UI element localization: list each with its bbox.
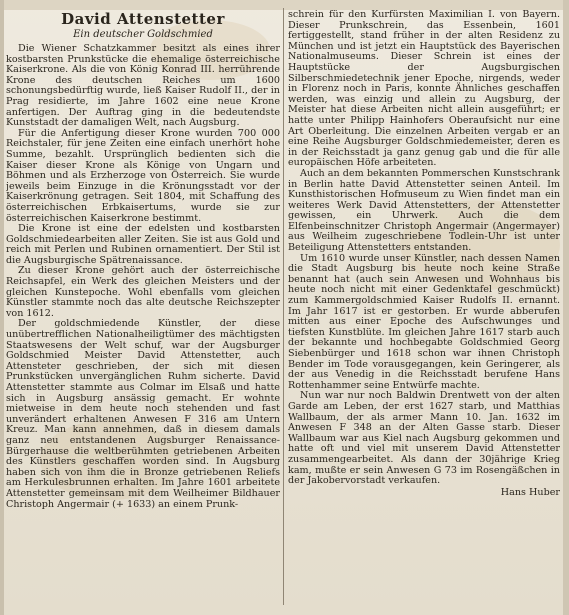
paper-edge-left bbox=[0, 0, 4, 615]
column-divider bbox=[283, 8, 284, 605]
article-paragraph: schrein für den Kurfürsten Maximilian I. von Bayern. Dieser Prunkschrein, das Essenbein, 1601 fertiggestellt, stand früher in der alten Residenz zu München und ist jetzt ein Hauptstück des Bayerischen Nationalmuseums. Dieser Schrein ist eines der Hauptstücke der Augsburgischen Silberschmiedetechnik jener Epoche, nirgends, weder in Florenz noch in Paris, konnte Ähnliches geschaffen werden, was einzig und allein zu Augsburg, der Meister hat diese Arbeiten nicht allein ausgeführt; er hatte unter Philipp Hainhofers Oberaufsicht nur eine Art Oberleitung. Die einzelnen Arbeiten vergab er an eine Reihe Augsburger Goldschmiedemeister, deren es in der Reichsstadt ja ganz genug gab und die für alle europäischen Höfe arbeiteten. bbox=[288, 10, 560, 169]
article-column-left bbox=[6, 10, 280, 607]
paper-edge-right bbox=[563, 0, 569, 615]
article-paragraph: Der goldschmiedende Künstler, der diese unübertrefflichen Nationalheiligtümer des mächtigsten Staatswesens der Welt schuf, war der Augsburger Goldschmied Meister David Attenstetter, auch Attensteter geschrieben, der sich mit diesen Prunkstücken unvergänglichen Ruhm sicherte. David Attenstetter stammte aus Colmar im Elsaß und hatte sich in Augsburg ansässig gemacht. Er wohnte mietweise in dem heute noch stehenden und fast unverändert erhaltenen Anwesen F 316 am Untern Kreuz. Man kann annehmen, daß in diesem damals ganz neu entstandenen Augsburger Renaissance-Bürgerhause die weltberühmten getriebenen Arbeiten des Künstlers geschaffen worden sind. In Augsburg haben sich von ihm die in Bronze getriebenen Reliefs am Herkulesbrunnen erhalten. Im Jahre 1601 arbeitete Attenstetter gemeinsam mit dem Weilheimer Bildhauer Christoph Angermair (+ 1633) an einem Prunk- bbox=[6, 318, 280, 510]
article-column-right bbox=[288, 10, 560, 607]
article-paragraph: Für die Anfertigung dieser Krone wurden 700 000 Reichstaler, für jene Zeiten eine einfach unerhört hohe Summe, bezahlt. Ursprünglich bedienten sich die Kaiser dieser Krone als Könige von Ungarn und Böhmen und als Erzherzoge von Österreich. Sie wurde jeweils beim Einzuge in die Krönungsstadt vor der Kaiserkrönung getragen. Seit 1804, mit Schaffung des österreichischen Erbkaisertums, wurde sie zur österreichischen Kaiserkrone bestimmt. bbox=[6, 127, 280, 224]
article-author: Hans Huber bbox=[500, 486, 560, 498]
article-paragraph: Die Wiener Schatzkammer besitzt als eines ihrer kostbarsten Prunkstücke die ehemalige österreichische Kaiserkrone. Als die von König Konrad III. herrührende Krone des deutschen Reiches um 1600 schonungsbedürftig wurde, ließ Kaiser Rudolf II., der in Prag residierte, im Jahre 1602 eine neue Krone anfertigen. Der Auftrag ging in die bedeutendste Kunststadt der damaligen Welt, nach Augsburg. bbox=[6, 43, 280, 129]
article-subtitle: Ein deutscher Goldschmied bbox=[73, 29, 213, 40]
article-paragraph: Um 1610 wurde unser Künstler, nach dessen Namen die Stadt Augsburg bis heute noch keine Straße benannt hat (auch sein Anwesen und Wohnhaus bis heute noch nicht mit einer Gedenktafel geschmückt) zum Kammergoldschmied Kaiser Rudolfs II. ernannt. Im Jahr 1617 ist er gestorben. Er wurde abberufen mitten aus einer Epoche des Aufschwunges und tiefsten Kunstblüte. Im gleichen Jahre 1617 starb auch der bekannte und hochbegabte Goldschmied Georg Siebenbürger und 1618 schon war ihnen Christoph Bender im Tode vorausgegangen, kein Geringerer, als der aus Venedig in die Reichsstadt berufene Hans Rottenhammer seine Entwürfe machte. bbox=[288, 252, 560, 391]
article-paragraph: Die Krone ist eine der edelsten und kostbarsten Goldschmiedearbeiten aller Zeiten. Sie ist aus Gold und reich mit Perlen und Rubinen ornamentiert. Der Stil ist die Augsburgische Spätrenaissance. bbox=[6, 223, 280, 266]
article-paragraph: Auch an dem bekannten Pommerschen Kunstschrank in Berlin hatte David Attenstetter seinen Anteil. Im Kunsthistorischen Hofmuseum zu Wien findet man ein weiteres Werk David Attenstetters, der Attenstetter gewissen, ein Uhrwerk. Auch die dem Elfenbeinschnitzer Christoph Angermair (Angermayer) aus Weilheim zugeschriebene Todlein-Uhr ist unter Beteiligung Attenstetters entstanden. bbox=[288, 167, 560, 254]
clipping-top-edge bbox=[0, 0, 569, 10]
article-paragraph: Zu dieser Krone gehört auch der österreichische Reichsapfel, ein Werk des gleichen Meisters und der gleichen Kunstepoche. Wohl ebenfalls vom gleichen Künstler stammte noch das alte deutsche Reichszepter von 1612. bbox=[6, 265, 280, 319]
article-title: David Attenstetter bbox=[61, 10, 225, 28]
article-paragraph: Nun war nur noch Baldwin Drentwett von der alten Garde am Leben, der erst 1627 starb, und Matthias Wallbaum, der als armer Mann 10. Jan. 1632 im Anwesen F 348 an der Alten Gasse starb. Dieser Wallbaum war aus Kiel nach Augsburg gekommen und hatte oft und viel mit unserem David Attenstetter zusammengearbeitet. Als dann der 30jährige Krieg kam, mußte er sein Anwesen G 73 im Rosengäßchen in der Jakobervorstadt verkaufen. bbox=[288, 390, 560, 487]
